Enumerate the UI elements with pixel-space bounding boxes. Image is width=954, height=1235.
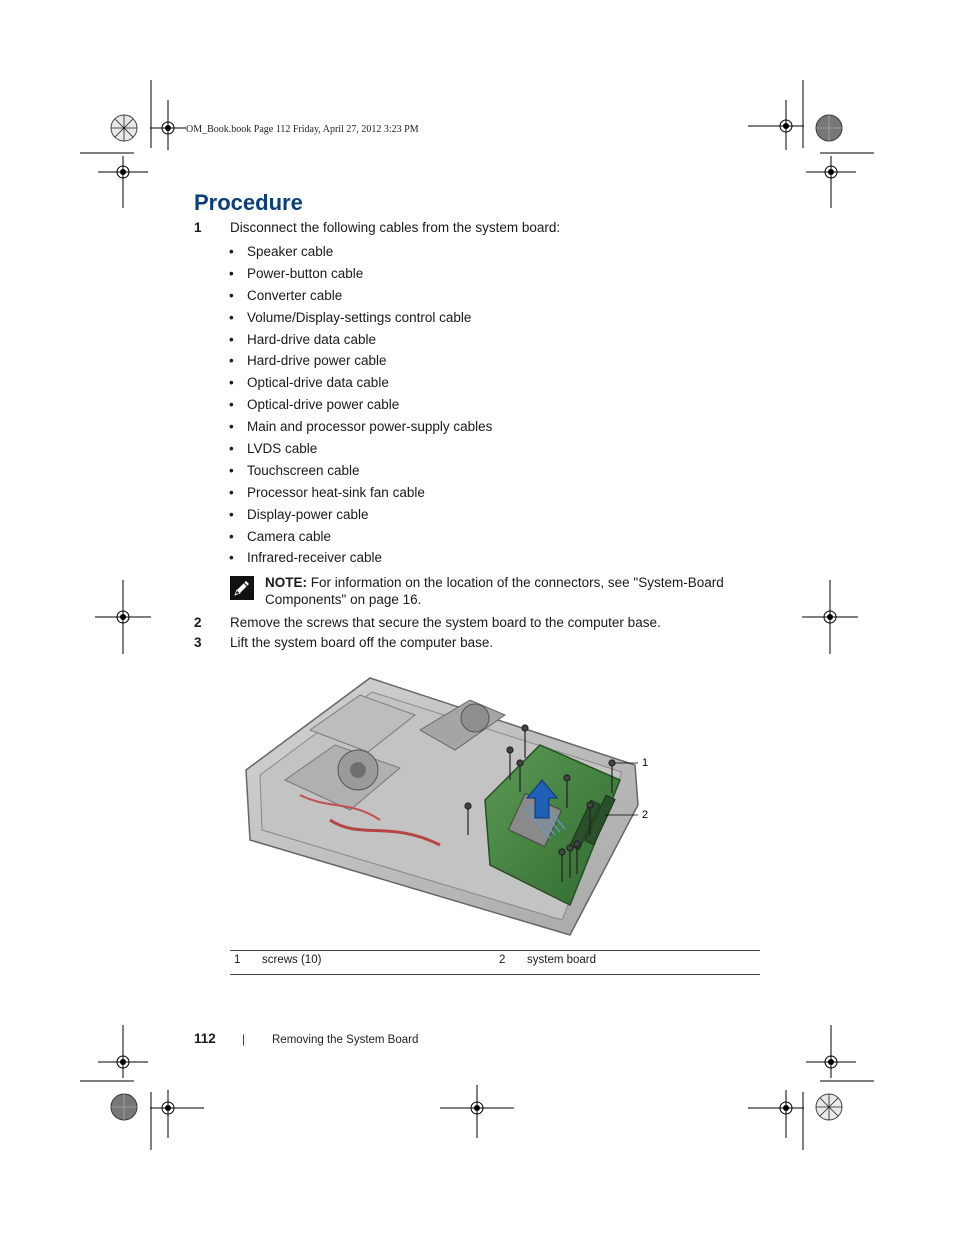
list-item xyxy=(229,527,492,549)
list-item xyxy=(229,308,492,330)
caption-label: screws (10) xyxy=(262,954,322,966)
list-item xyxy=(229,395,492,417)
bullet: • xyxy=(229,309,234,325)
step-number: 2 xyxy=(194,615,202,630)
note-pencil-icon xyxy=(230,576,254,600)
caption-number: 2 xyxy=(499,954,506,966)
list-item xyxy=(229,242,492,264)
list-item xyxy=(229,483,492,505)
bullet: • xyxy=(229,419,234,435)
bullet: • xyxy=(229,375,234,391)
note-body: For information on the location of the connectors, see "System-Board Components" on page 16. xyxy=(265,575,724,607)
list-item-text: Optical-drive data cable xyxy=(247,375,389,391)
step-3 xyxy=(0,635,954,655)
list-item-text: Converter cable xyxy=(247,287,343,303)
caption-number: 1 xyxy=(234,954,241,966)
list-item-text: Infrared-receiver cable xyxy=(247,550,383,566)
bullet: • xyxy=(229,550,234,566)
bullet: • xyxy=(229,484,234,500)
list-item xyxy=(229,417,492,439)
list-item-text: Hard-drive data cable xyxy=(247,331,377,347)
list-item xyxy=(229,373,492,395)
bullet: • xyxy=(229,287,234,303)
cable-list xyxy=(229,242,492,570)
step-2 xyxy=(0,615,954,635)
chapter-title: Removing the System Board xyxy=(272,1034,419,1046)
bullet: • xyxy=(229,528,234,544)
list-item-text: Optical-drive power cable xyxy=(247,397,400,413)
step-1 xyxy=(0,220,954,240)
figure-caption xyxy=(230,950,760,975)
list-item xyxy=(229,351,492,373)
bullet: • xyxy=(229,265,234,281)
list-item xyxy=(229,439,492,461)
step-number: 3 xyxy=(194,635,202,650)
system-board-illustration xyxy=(240,670,670,940)
list-item xyxy=(229,548,492,570)
step-text: Lift the system board off the computer base. xyxy=(230,635,494,650)
callout-1: 1 xyxy=(642,757,649,769)
list-item-text: LVDS cable xyxy=(247,441,318,457)
bullet: • xyxy=(229,331,234,347)
bullet: • xyxy=(229,462,234,478)
callout-2: 2 xyxy=(642,809,649,821)
list-item-text: Main and processor power-supply cables xyxy=(247,419,493,435)
bullet: • xyxy=(229,397,234,413)
list-item-text: Power-button cable xyxy=(247,265,364,281)
list-item xyxy=(229,330,492,352)
bullet: • xyxy=(229,353,234,369)
step-text: Disconnect the following cables from the system board: xyxy=(230,220,561,235)
section-title: Procedure xyxy=(194,190,303,215)
bullet: • xyxy=(229,441,234,457)
step-number: 1 xyxy=(194,220,202,235)
list-item-text: Hard-drive power cable xyxy=(247,353,387,369)
step-text: Remove the screws that secure the system board to the computer base. xyxy=(230,615,661,630)
caption-label: system board xyxy=(527,954,597,966)
note-text xyxy=(265,574,760,608)
list-item xyxy=(229,286,492,308)
list-item-text: Volume/Display-settings control cable xyxy=(247,309,472,325)
list-item-text: Display-power cable xyxy=(247,506,369,522)
list-item-text: Speaker cable xyxy=(247,244,334,259)
page-number: 112 xyxy=(194,1031,216,1046)
list-item-text: Camera cable xyxy=(247,528,332,544)
footer-separator: | xyxy=(242,1032,246,1046)
print-header: OM_Book.book Page 112 Friday, April 27, 2012 3:23 PM xyxy=(186,124,419,135)
bullet: • xyxy=(229,506,234,522)
bullet: • xyxy=(229,244,234,259)
list-item xyxy=(229,264,492,286)
list-item-text: Processor heat-sink fan cable xyxy=(247,484,425,500)
note-label: NOTE: xyxy=(265,575,307,590)
list-item xyxy=(229,505,492,527)
list-item-text: Touchscreen cable xyxy=(247,462,360,478)
list-item xyxy=(229,461,492,483)
